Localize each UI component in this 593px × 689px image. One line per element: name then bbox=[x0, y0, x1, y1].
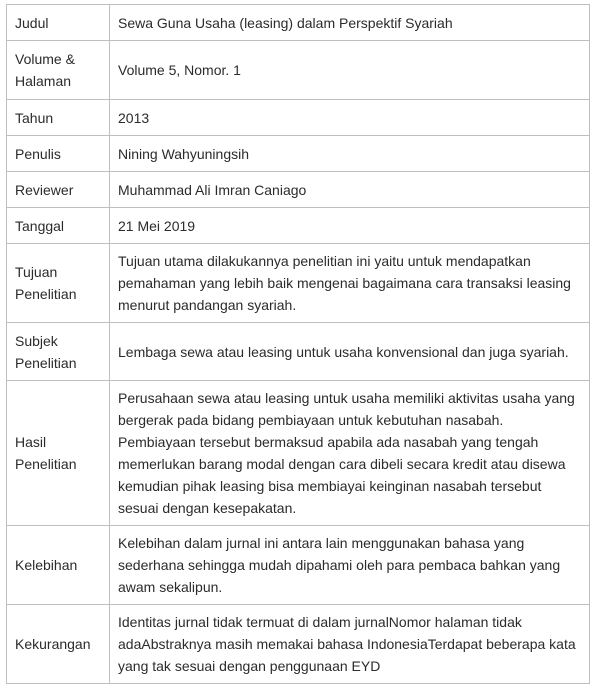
row-value: Muhammad Ali Imran Caniago bbox=[110, 172, 590, 208]
row-value: Nining Wahyuningsih bbox=[110, 136, 590, 172]
table-row-penulis bbox=[7, 136, 590, 172]
row-value: Volume 5, Nomor. 1 bbox=[110, 41, 590, 100]
row-label: Tujuan Penelitian bbox=[7, 244, 110, 323]
row-label: Volume & Halaman bbox=[7, 41, 110, 100]
row-label: Tanggal bbox=[7, 208, 110, 244]
table-row-judul bbox=[7, 5, 590, 41]
row-label: Kelebihan bbox=[7, 526, 110, 605]
row-label: Judul bbox=[7, 5, 110, 41]
row-label: Subjek Penelitian bbox=[7, 323, 110, 381]
row-value: Tujuan utama dilakukannya penelitian ini yaitu untuk mendapatkan pemahaman yang lebih baik mengenai bagaimana cara transaksi leasing menurut pandangan syariah. bbox=[110, 244, 590, 323]
table-row-volume-halaman bbox=[7, 41, 590, 100]
table-row-hasil-penelitian bbox=[7, 381, 590, 526]
row-value: Identitas jurnal tidak termuat di dalam jurnalNomor halaman tidak adaAbstraknya masih memakai bahasa IndonesiaTerdapat beberapa kata yang tak sesuai dengan penggunaan EYD bbox=[110, 605, 590, 684]
row-label: Penulis bbox=[7, 136, 110, 172]
table-row-tujuan-penelitian bbox=[7, 244, 590, 323]
table-row-kekurangan bbox=[7, 605, 590, 684]
row-value: 2013 bbox=[110, 100, 590, 136]
row-value: Lembaga sewa atau leasing untuk usaha konvensional dan juga syariah. bbox=[110, 323, 590, 381]
table-row-subjek-penelitian bbox=[7, 323, 590, 381]
row-label: Hasil Penelitian bbox=[7, 381, 110, 526]
row-value: 21 Mei 2019 bbox=[110, 208, 590, 244]
row-label: Tahun bbox=[7, 100, 110, 136]
table-row-kelebihan bbox=[7, 526, 590, 605]
row-value: Perusahaan sewa atau leasing untuk usaha memiliki aktivitas usaha yang bergerak pada bidang pembiayaan untuk kebutuhan nasabah. Pembiayaan tersebut bermaksud apabila ada nasabah yang tengah memerlukan barang modal dengan cara dibeli secara kredit atau disewa kemudian pihak leasing bisa membiayai keinginan nasabah tersebut sesuai dengan kesepakatan. bbox=[110, 381, 590, 526]
row-value: Sewa Guna Usaha (leasing) dalam Perspektif Syariah bbox=[110, 5, 590, 41]
table-row-tahun bbox=[7, 100, 590, 136]
row-label: Reviewer bbox=[7, 172, 110, 208]
journal-review-table bbox=[6, 4, 590, 684]
table-row-tanggal bbox=[7, 208, 590, 244]
table-row-reviewer bbox=[7, 172, 590, 208]
row-label: Kekurangan bbox=[7, 605, 110, 684]
row-value: Kelebihan dalam jurnal ini antara lain menggunakan bahasa yang sederhana sehingga mudah dipahami oleh para pembaca bahkan yang awam sekalipun. bbox=[110, 526, 590, 605]
journal-review-table-container bbox=[6, 4, 589, 684]
